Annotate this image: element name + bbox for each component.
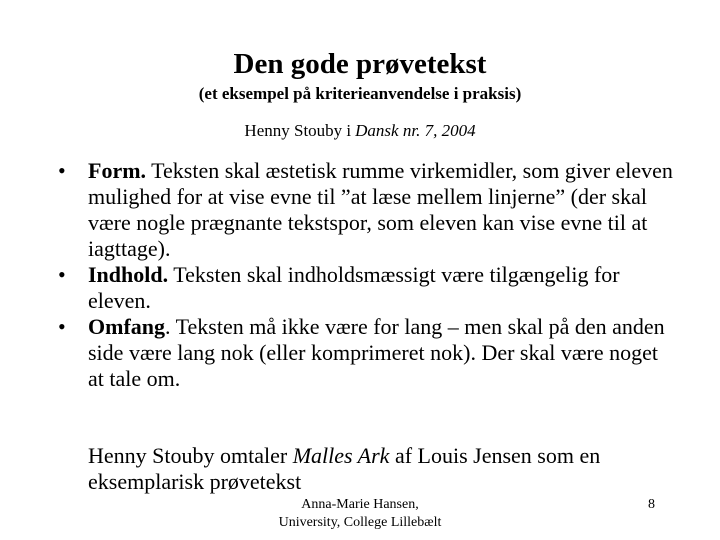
footer-institution: University, College Lillebælt <box>278 515 442 530</box>
note-text-before: Henny Stouby omtaler <box>88 443 293 468</box>
bullet-indhold <box>58 262 678 314</box>
bullet-icon: • <box>58 262 66 287</box>
footer-author: Anna-Marie Hansen, <box>301 497 419 512</box>
bullet-list <box>58 158 678 392</box>
example-note <box>88 443 678 495</box>
slide-title: Den gode prøvetekst <box>233 48 487 80</box>
bullet-term: Omfang <box>88 314 165 339</box>
page-number: 8 <box>648 497 655 512</box>
bullet-term: Form. <box>88 158 147 183</box>
bullet-icon: • <box>58 314 66 339</box>
note-text-after: af Louis Jensen som en eksemplarisk prøvetekst <box>88 443 601 494</box>
footer <box>0 496 720 532</box>
bullet-text: . Teksten må ikke være for lang – men skal på den anden side være lang nok (eller komprimeret nok). Der skal være noget at tale om. <box>88 314 665 391</box>
bullet-icon: • <box>58 158 66 183</box>
byline-author: Henny Stouby i <box>244 121 352 140</box>
bullet-text: Teksten skal æstetisk rumme virkemidler, som giver eleven mulighed for at vise evne til ”at læse mellem linjerne” (der skal være nogle prægnante tekstspor, som eleven kan vise evne til at iagttage). <box>88 158 673 261</box>
note-work-title: Malles Ark <box>292 443 390 468</box>
bullet-form <box>58 158 678 262</box>
slide-subtitle: (et eksempel på kriterieanvendelse i praksis) <box>198 84 522 103</box>
bullet-term: Indhold. <box>88 262 169 287</box>
byline <box>0 120 720 142</box>
bullet-text: Teksten skal indholdsmæssigt være tilgængelig for eleven. <box>88 262 620 313</box>
bullet-omfang <box>58 314 678 392</box>
byline-source: Dansk nr. 7, 2004 <box>355 121 476 140</box>
